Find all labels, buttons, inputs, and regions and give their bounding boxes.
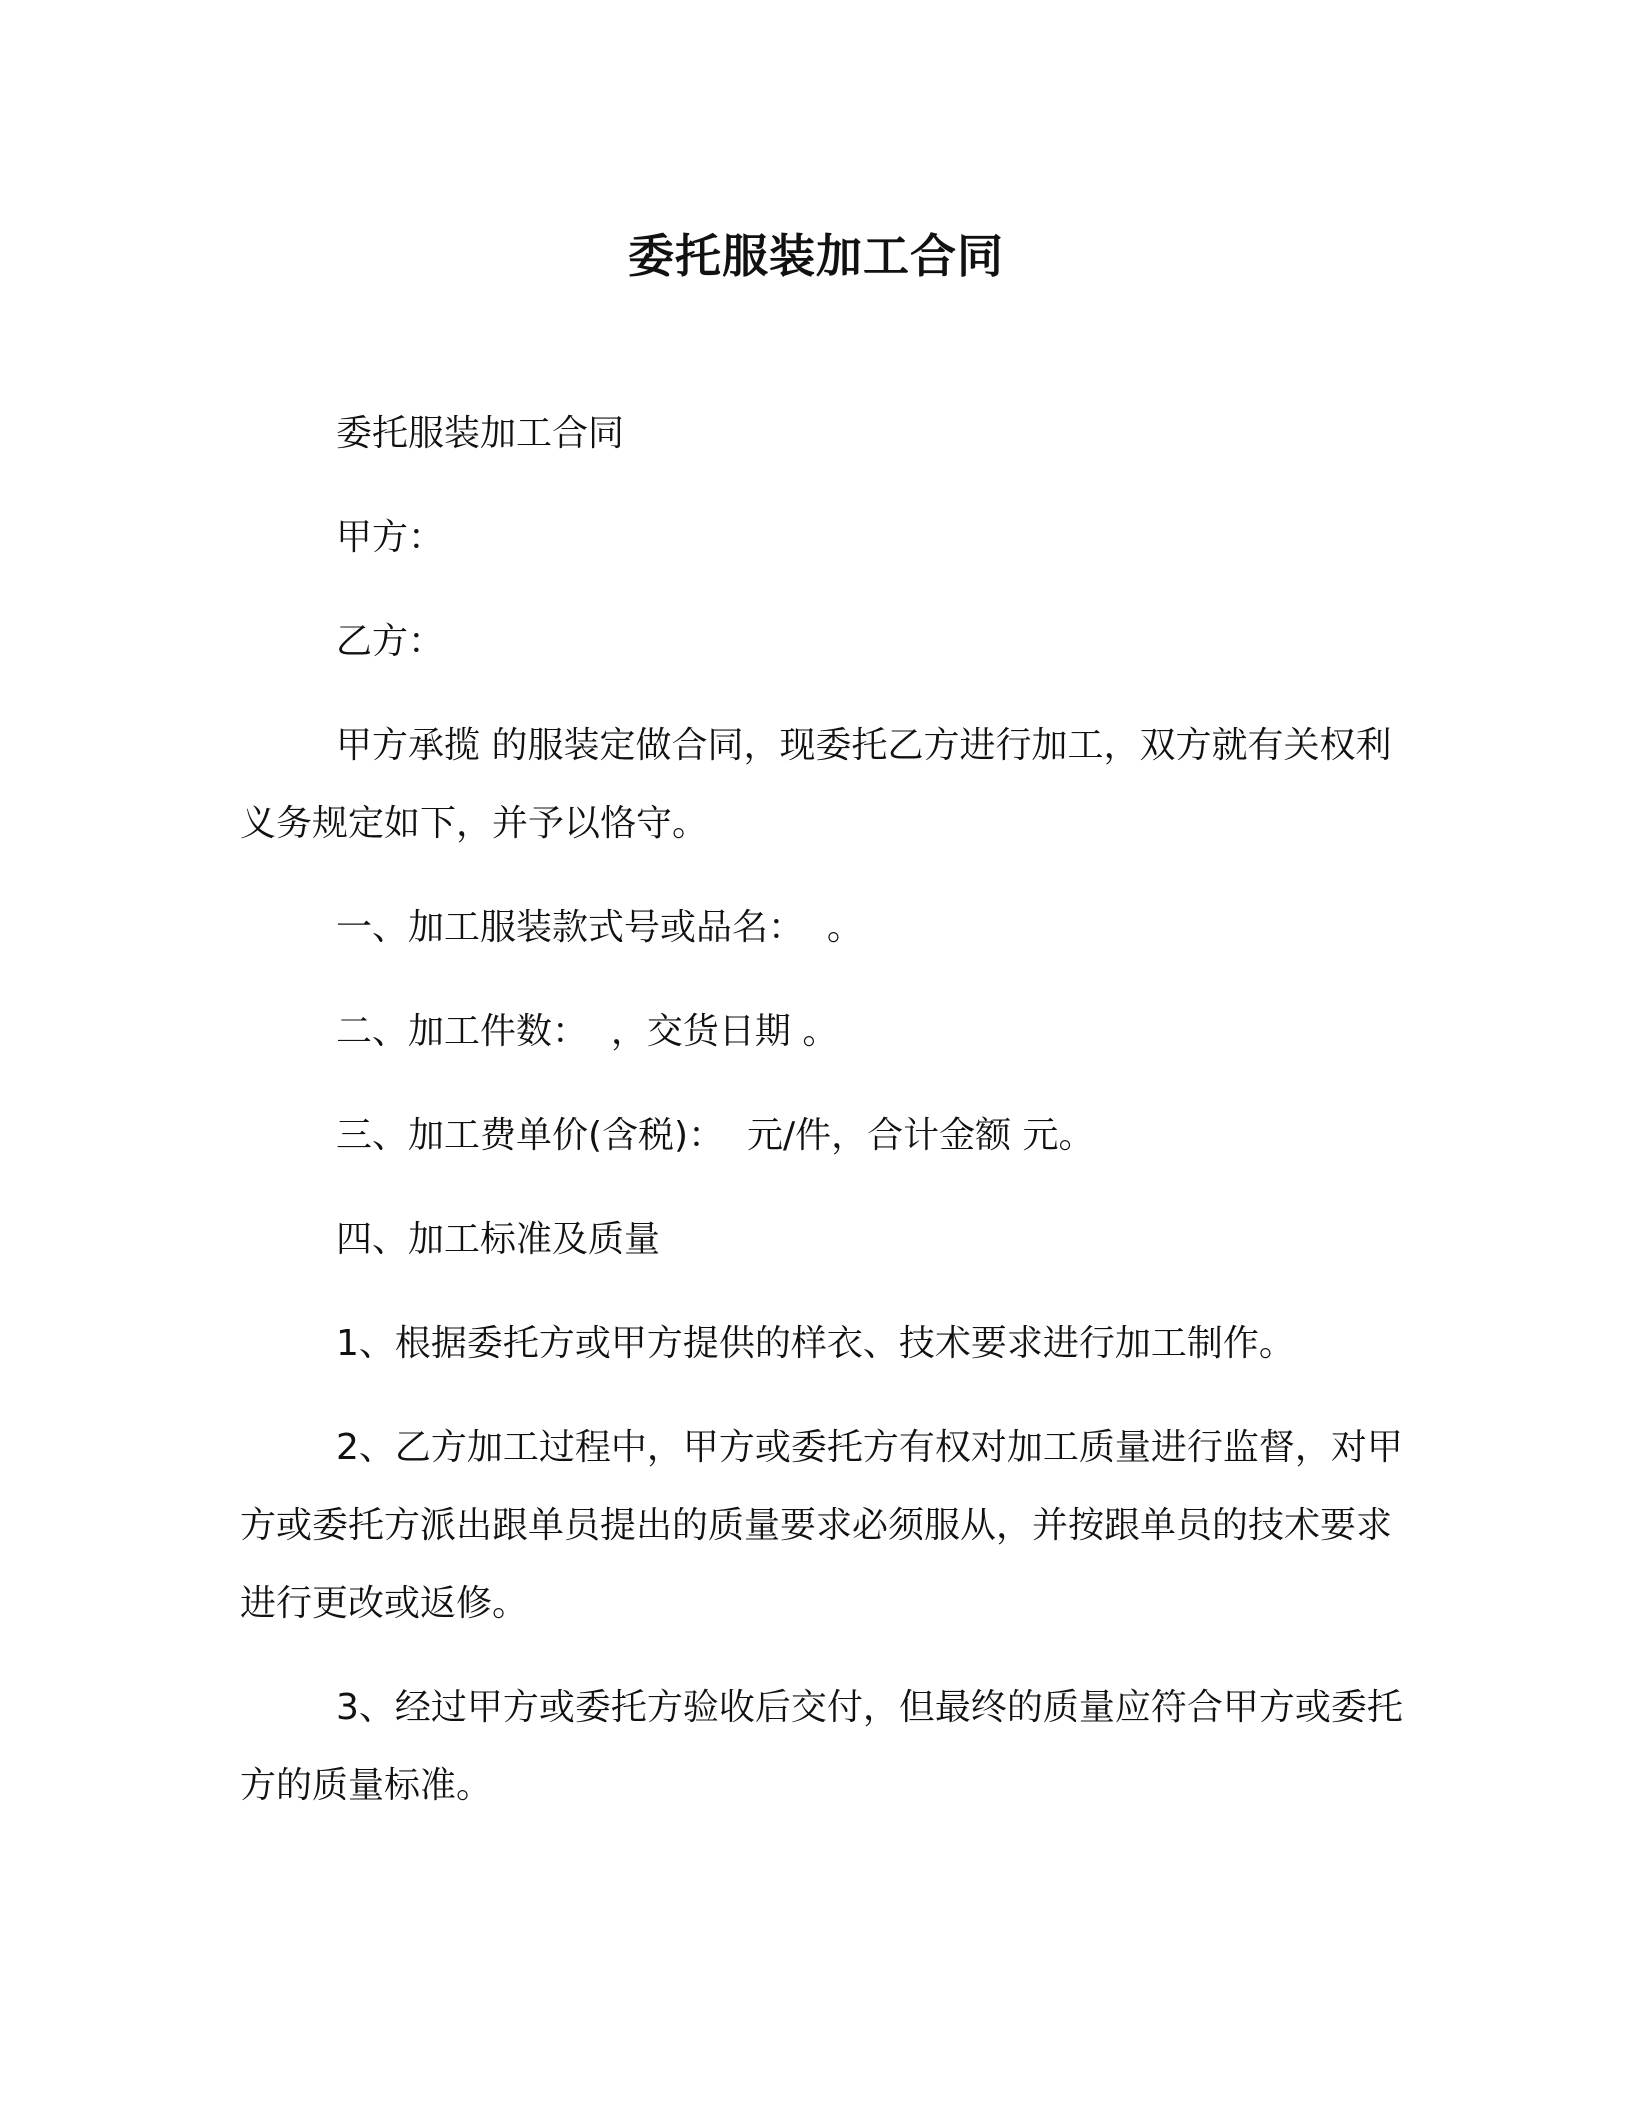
document-title: 委托服装加工合同: [628, 229, 1004, 283]
subtitle-paragraph: 委托服装加工合同: [336, 413, 625, 454]
party-a-line: 甲方：: [336, 517, 445, 558]
clause-4-heading: 四、加工标准及质量: [336, 1219, 661, 1260]
preamble-paragraph: 甲方承揽 的服装定做合同，现委托乙方进行加工，双方就有关权利义务规定如下，并予以恪守。: [240, 725, 1392, 844]
clause-4-item-1: 1、根据委托方或甲方提供的样衣、技术要求进行加工制作。: [336, 1323, 1295, 1364]
clause-1-style: 一、加工服装款式号或品名： 。: [336, 907, 863, 948]
clause-2-quantity: 二、加工件数： ，交货日期 。: [336, 1011, 839, 1052]
document-body: [240, 395, 1420, 1851]
clause-4-item-3: 3、经过甲方或委托方验收后交付，但最终的质量应符合甲方或委托方的质量标准。: [240, 1687, 1403, 1806]
clause-3-price: 三、加工费单价(含税)： 元/件，合计金额 元。: [336, 1115, 1095, 1156]
party-b-line: 乙方：: [336, 621, 445, 662]
clause-4-item-2: 2、乙方加工过程中，甲方或委托方有权对加工质量进行监督，对甲方或委托方派出跟单员提出的质量要求必须服从，并按跟单员的技术要求进行更改或返修。: [240, 1427, 1403, 1624]
